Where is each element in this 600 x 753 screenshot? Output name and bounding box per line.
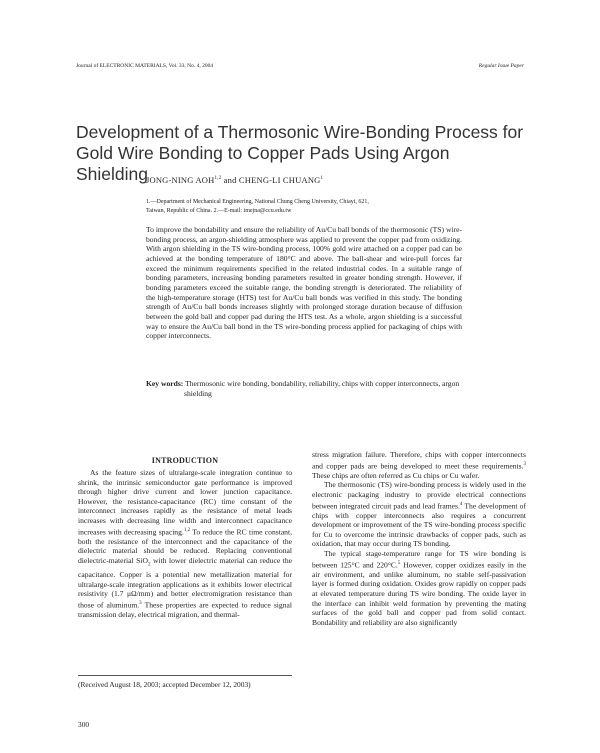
text-run: As the feature sizes of ultralarge-scale integration continue to shrink, the intrinsic semiconductor gate performance is improved through higher drive current and lower junction capacitance. However, the resistance-capacitance (RC) time constant of the interconnect increases rapidly as the resistance of metal leads increases with decreasing line width and interconnect capacitance increases with decreasing spacing. [78,468,292,537]
paragraph [78,468,292,619]
text-run: The thermosonic (TS) wire-bonding process is widely used in the electronic packaging industry to provide electrical connections between integrated circuit pads and lead frames. [312,480,526,511]
text-run: These chips are often referred as Cu chips or Cu wafer. [312,470,480,480]
affiliation-line: 1.—Department of Mechanical Engineering, National Chung Cheng University, Chiayi, 621, [146,199,369,205]
right-column [312,450,526,627]
received-date: (Received August 18, 2003; accepted December 12, 2003) [78,680,251,689]
citation: 3 [139,600,142,606]
paper-title: Development of a Thermosonic Wire-Bonding Process for Gold Wire Bonding to Copper Pads Using Argon Shielding [76,122,524,184]
footnote-rule [78,675,292,676]
left-column [78,468,292,619]
author-name: JONG-NING AOH [146,175,215,185]
text-run: To reduce the RC time constant, both the resistance of the interconnect and the capacitance of the dielectric material should be reduced. Replacing conventional dielectric-material SiO [78,527,292,565]
author-affil-sup: 1 [320,176,324,182]
author-affil-sup: 1,2 [214,176,222,182]
author-name: CHENG-LI CHUANG [238,175,321,185]
abstract: To improve the bondability and ensure the reliability of Au/Cu ball bonds of the thermosonic (TS) wire-bonding process, an argon-shielding atmosphere was applied to prevent the copper pad from oxidizing. With argon shielding in the TS wire-bonding process, 100% gold wire attached on a copper pad can be achieved at the bonding temperature of 180°C and above. The ball-shear and wire-pull forces far exceed the minimum requirements specified in the related industrial codes. In a suitable range of bonding parameters, increasing bonding parameters resulted in greater bonding strength. However, if bonding parameters exceed the suitable range, the bonding strength is deteriorated. The reliability of the high-temperature storage (HTS) test for Au/Cu ball bonds was verified in this study. The bonding strength of Au/Cu ball bonds increases slightly with prolonged storage duration because of diffusion between the gold ball and copper pad during the HTS test. As a whole, argon shielding is a successful way to ensure the Au/Cu ball bond in the TS wire-bonding process applied for packaging of chips with copper interconnects. [146,225,462,341]
keywords [146,379,466,398]
paragraph [312,450,526,480]
journal-header: Journal of ELECTRONIC MATERIALS, Vol. 33, No. 4, 2004 [76,63,214,69]
text-run: with lower dielectric material can reduce the capacitance. Copper is a potential new metallization material for ultralarge-scale integration applications as it exhibits lower electrical resistivity (1.7 μΩ/mm) and better electromigration resistance than those of aluminum. [78,555,292,610]
citation: 3 [523,461,526,467]
citation: 5 [397,560,401,566]
page-number: 300 [78,720,90,729]
affiliation [146,198,476,216]
keywords-label: Key words: [146,379,184,388]
author-line [146,175,323,185]
author-connector: and [221,175,239,185]
text-run: These properties are expected to reduce signal transmission delay, electrical migration, and thermal- [78,600,292,619]
text-run: However, copper oxidizes easily in the air environment, and unlike aluminum, no stable self-passivation layer is formed during oxidation. Oxides grow rapidly on copper pads at elevated temperature during TS wire bonding. The oxide layer in the interface can inhibit weld formation by preventing the mating surfaces of the gold ball and copper pad from solid contact. Bondability and reliability are also significantly [312,560,527,627]
subscript: 2 [147,562,151,568]
paragraph [312,549,526,627]
paragraph [312,480,526,549]
text-run: The development of chips with copper interconnects also requires a concurrent development or improvement of the TS wire-bonding process specific for Cu to overcome the intrinsic drawbacks of copper pads, such as oxidation, that may occur during TS bonding. [312,501,526,549]
text-run: stress migration failure. Therefore, chips with copper interconnects and copper pads are being developed to meet these requirements. [312,450,526,471]
text-run: The typical stage-temperature range for TS wire bonding is between 125°C and 220°C. [312,549,526,570]
paper-type-label: Regular Issue Paper [478,63,524,69]
affiliation-line: Taiwan, Republic of China. 2.—E-mail: imejna@ccu.edu.tw [146,208,292,214]
section-heading: INTRODUCTION [151,456,219,465]
keywords-text: Thermosonic wire bonding, bondability, reliability, chips with copper interconnects, argon shielding [184,379,460,398]
citation: 4 [459,501,463,507]
citation: 1,2 [183,527,191,533]
